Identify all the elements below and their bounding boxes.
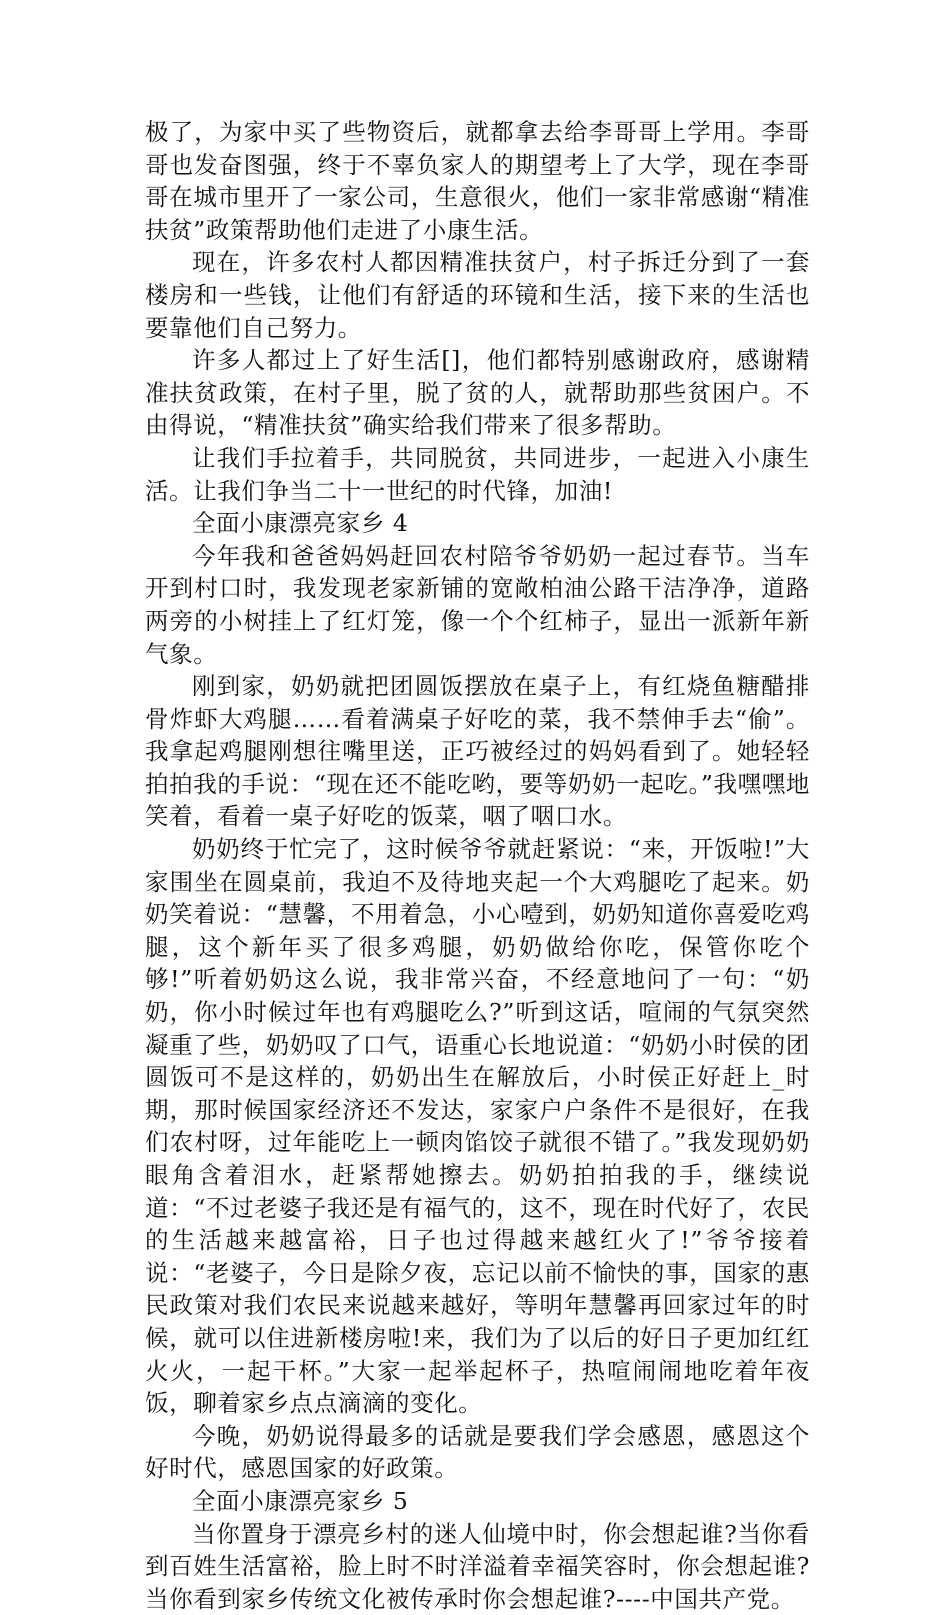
- paragraph: 刚到家，奶奶就把团圆饭摆放在桌子上，有红烧鱼糖醋排骨炸虾大鸡腿……看着满桌子好吃的菜，我不禁伸手去“偷”。我拿起鸡腿刚想往嘴里送，正巧被经过的妈妈看到了。她轻轻拍拍我的手说：“现在还不能吃哟，要等奶奶一起吃。”我嘿嘿地笑着，看着一桌子好吃的饭菜，咽了咽口水。: [145, 672, 810, 831]
- paragraph: 今年我和爸爸妈妈赶回农村陪爷爷奶奶一起过春节。当车开到村口时，我发现老家新铺的宽敞柏油公路干洁净净，道路两旁的小树挂上了红灯笼，像一个个红柿子，显出一派新年新气象。: [145, 541, 810, 668]
- paragraph: 让我们手拉着手，共同脱贫，共同进步，一起进入小康生活。让我们争当二十一世纪的时代锋，加油!: [145, 443, 810, 505]
- paragraph: 许多人都过上了好生活[]，他们都特别感谢政府，感谢精准扶贫政策，在村子里，脱了贫的人，就帮助那些贫困户。不由得说，“精准扶贫”确实给我们带来了很多帮助。: [145, 346, 810, 440]
- paragraph: 当你置身于漂亮乡村的迷人仙境中时，你会想起谁?当你看到百姓生活富裕，脸上时不时洋溢着幸福笑容时，你会想起谁?当你看到家乡传统文化被传承时你会想起谁?----中国共产党。: [145, 1519, 810, 1613]
- paragraph-continuation: 极了，为家中买了些物资后，就都拿去给李哥哥上学用。李哥哥也发奋图强，终于不辜负家人的期望考上了大学，现在李哥哥在城市里开了一家公司，生意很火，他们一家非常感谢“精准扶贫”政策帮助他们走进了小康生活。: [145, 118, 810, 244]
- paragraph: 奶奶终于忙完了，这时候爷爷就赶紧说：“来，开饭啦!”大家围坐在圆桌前，我迫不及待地夹起一个大鸡腿吃了起来。奶奶笑着说：“慧馨，不用着急，小心噎到，奶奶知道你喜爱吃鸡腿，这个新年买了很多鸡腿，奶奶做给你吃，保管你吃个够!”听着奶奶这么说，我非常兴奋，不经意地问了一句：“奶奶，你小时候过年也有鸡腿吃么?”听到这话，喧闹的气氛突然凝重了些，奶奶叹了口气，语重心长地说道：“奶奶小时侯的团圆饭可不是这样的，奶奶出生在解放后，小时侯正好赶上_时期，那时候国家经济还不发达，家家户户条件不是很好，在我们农村呀，过年能吃上一顿肉馅饺子就很不错了。”我发现奶奶眼角含着泪水，赶紧帮她擦去。奶奶拍拍我的手，继续说道：“不过老婆子我还是有福气的，这不，现在时代好了，农民的生活越来越富裕，日子也过得越来越红火了!”爷爷接着说：“老婆子，今日是除夕夜，忘记以前不愉快的事，国家的惠民政策对我们农民来说越来越好，等明年慧馨再回家过年的时候，就可以住进新楼房啦!来，我们为了以后的好日子更加红红火火，一起干杯。”大家一起举起杯子，热喧闹闹地吃着年夜饭，聊着家乡点点滴滴的变化。: [145, 835, 810, 1418]
- document-body: [145, 116, 810, 1615]
- section-heading: 全面小康漂亮家乡 5: [192, 1486, 409, 1515]
- section-heading: 全面小康漂亮家乡 4: [192, 509, 409, 538]
- paragraph: 今晚，奶奶说得最多的话就是要我们学会感恩，感恩这个好时代，感恩国家的好政策。: [145, 1421, 810, 1483]
- paragraph: 现在，许多农村人都因精准扶贫户，村子拆迁分到了一套楼房和一些钱，让他们有舒适的环镜和生活，接下来的生活也要靠他们自己努力。: [145, 248, 810, 342]
